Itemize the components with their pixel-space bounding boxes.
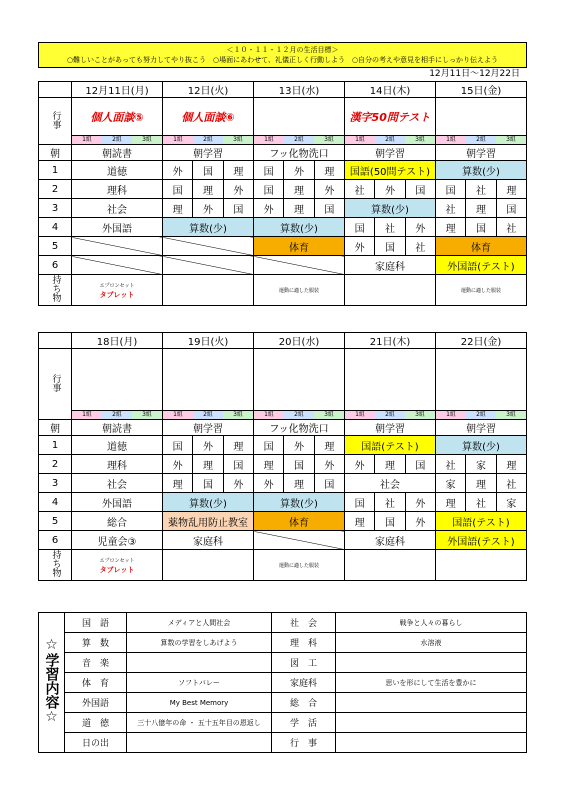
lesson-split: 国 社 外: [345, 493, 436, 512]
subject-content: 思いを形にして生活を豊かに: [336, 673, 527, 693]
subject-content: My Best Memory: [127, 693, 272, 713]
subject-content: [336, 713, 527, 733]
belongings-cell: [345, 275, 436, 306]
period-label: 1: [39, 436, 72, 455]
morning-activity: 朝学習: [163, 145, 254, 161]
date-range: 12月11日〜12月22日: [429, 69, 520, 79]
day-header: 18日(月): [72, 333, 163, 349]
morning-activity: 朝読書: [72, 420, 163, 436]
subject-content: [336, 693, 527, 713]
class-strip: 1組 2組 3組: [72, 136, 163, 145]
subject-content: [336, 733, 527, 753]
period-label: 1: [39, 161, 72, 180]
morning-activity: フッ化物洗口: [254, 420, 345, 436]
morning-activity: 朝学習: [436, 420, 527, 436]
subject-content: ソフトバレー: [127, 673, 272, 693]
period-label: 2: [39, 455, 72, 474]
lesson: 児童会③: [72, 531, 163, 550]
lesson: 理科: [72, 455, 163, 474]
lesson: 算数(少): [436, 436, 527, 455]
lesson-split: 理 社 家: [436, 493, 527, 512]
morning-activity: 朝学習: [163, 420, 254, 436]
class-strip: 1組 2組 3組: [254, 136, 345, 145]
subject-name: 総 合: [272, 693, 336, 713]
lesson: 社会: [72, 474, 163, 493]
belongings-cell: 運動に適した服装: [436, 275, 527, 306]
week1-timetable: [38, 81, 527, 306]
subject-name: 外国語: [65, 693, 127, 713]
lesson-split: 外 理 国: [163, 455, 254, 474]
learning-contents-heading: ☆学習内容☆: [43, 636, 60, 725]
period-label: 4: [39, 218, 72, 237]
lesson: 算数(少): [254, 493, 345, 512]
subject-content: メディアと人間社会: [127, 613, 272, 633]
learning-contents-table: [38, 612, 527, 753]
event-cell: 漢字50問テスト: [345, 98, 436, 136]
lesson: 理科: [72, 180, 163, 199]
subject-name: 音 楽: [65, 653, 127, 673]
lesson-split: 外 国 社: [345, 237, 436, 256]
day-header: 13日(水): [254, 82, 345, 98]
class-strip: 1組 2組 3組: [163, 136, 254, 145]
banner-title: ＜１０・１１・１２月の生活目標＞: [226, 46, 339, 54]
subject-name: 家庭科: [272, 673, 336, 693]
event-cell: [436, 98, 527, 136]
lesson-split: 理 国 外: [163, 474, 254, 493]
belongings-cell: [436, 550, 527, 581]
lesson: 薬物乱用防止教室: [163, 512, 254, 531]
belongings-cell: エプロンセット タブレット: [72, 550, 163, 581]
morning-label: 朝: [39, 145, 72, 161]
lesson-split: 社 外 国: [345, 180, 436, 199]
lesson: 国語(テスト): [345, 436, 436, 455]
lesson-split: 国 理 外: [163, 180, 254, 199]
no-class: [163, 237, 254, 256]
subject-content: [127, 733, 272, 753]
lesson: 社会: [345, 474, 436, 493]
day-header: 20日(水): [254, 333, 345, 349]
belongings-cell: [163, 275, 254, 306]
lesson: 外国語(テスト): [436, 531, 527, 550]
no-class: [254, 256, 345, 275]
lesson-split: 国 外 理: [254, 436, 345, 455]
lesson: 算数(少): [163, 218, 254, 237]
lesson-split: 国 外 理: [163, 436, 254, 455]
class-strip: 1組 2組 3組: [345, 411, 436, 420]
subject-name: 図 工: [272, 653, 336, 673]
event-label: 行事: [50, 373, 61, 392]
lesson: 外国語(テスト): [436, 256, 527, 275]
subject-name: 学 活: [272, 713, 336, 733]
event-cell: [345, 349, 436, 411]
event-cell: [254, 349, 345, 411]
class-strip: 1組 2組 3組: [72, 411, 163, 420]
morning-label: 朝: [39, 420, 72, 436]
subject-name: 国 語: [65, 613, 127, 633]
day-header: 21日(木): [345, 333, 436, 349]
subject-content: 水溶液: [336, 633, 527, 653]
lesson-split: 外 理 国: [345, 455, 436, 474]
subject-name: 日の出: [65, 733, 127, 753]
morning-activity: 朝学習: [436, 145, 527, 161]
period-label: 3: [39, 199, 72, 218]
belongings-label: 持ち物: [50, 550, 61, 577]
no-class: [254, 531, 345, 550]
lesson-split: 理 国 社: [436, 218, 527, 237]
morning-activity: 朝学習: [345, 420, 436, 436]
lesson-split: 外 国 理: [163, 161, 254, 180]
subject-content: 算数の学習をしあげよう: [127, 633, 272, 653]
subject-content: [336, 653, 527, 673]
period-label: 6: [39, 531, 72, 550]
lesson: 体育: [254, 237, 345, 256]
belongings-label: 持ち物: [50, 275, 61, 302]
day-header: 19日(火): [163, 333, 254, 349]
lesson-split: 社 家 理: [436, 455, 527, 474]
subject-name: 道 徳: [65, 713, 127, 733]
lesson: 道徳: [72, 161, 163, 180]
subject-name: 体 育: [65, 673, 127, 693]
lesson: 国語(テスト): [436, 512, 527, 531]
event-cell: [254, 98, 345, 136]
lesson: 体育: [254, 512, 345, 531]
event-cell: [72, 349, 163, 411]
belongings-cell: [345, 550, 436, 581]
lesson-split: 理 国 外: [254, 455, 345, 474]
morning-activity: フッ化物洗口: [254, 145, 345, 161]
lesson: 家庭科: [345, 531, 436, 550]
lesson-split: 国 社 理: [436, 180, 527, 199]
subject-content: 三十八億年の命 ・ 五十五年目の恩返し: [127, 713, 272, 733]
lesson: 家庭科: [163, 531, 254, 550]
belongings-cell: 運動に適した服装: [254, 275, 345, 306]
class-strip: 1組 2組 3組: [436, 136, 527, 145]
morning-activity: 朝読書: [72, 145, 163, 161]
lesson-split: 理 国 外: [345, 512, 436, 531]
period-label: 4: [39, 493, 72, 512]
day-header: 12日(火): [163, 82, 254, 98]
lesson: 家庭科: [345, 256, 436, 275]
subject-content: [127, 653, 272, 673]
morning-activity: 朝学習: [345, 145, 436, 161]
belongings-cell: 運動に適した服装: [254, 550, 345, 581]
subject-content: 戦争と人々の暮らし: [336, 613, 527, 633]
event-cell: [436, 349, 527, 411]
lesson-split: 国 社 外: [345, 218, 436, 237]
lesson: 体育: [436, 237, 527, 256]
lesson: 算数(少): [163, 493, 254, 512]
lesson: 算数(少): [254, 218, 345, 237]
subject-name: 社 会: [272, 613, 336, 633]
day-header: 12月11日(月): [72, 82, 163, 98]
lesson-split: 社 理 国: [436, 199, 527, 218]
day-header: 15日(金): [436, 82, 527, 98]
subject-name: 算 数: [65, 633, 127, 653]
day-header: 14日(木): [345, 82, 436, 98]
lesson-split: 外 理 国: [254, 199, 345, 218]
lesson: 算数(少): [436, 161, 527, 180]
class-strip: 1組 2組 3組: [436, 411, 527, 420]
period-label: 3: [39, 474, 72, 493]
no-class: [163, 256, 254, 275]
period-label: 2: [39, 180, 72, 199]
belongings-cell: [163, 550, 254, 581]
class-strip: 1組 2組 3組: [163, 411, 254, 420]
lesson-split: 国 理 外: [254, 180, 345, 199]
lesson-split: 外 理 国: [254, 474, 345, 493]
event-cell: 個人面談⑥: [163, 98, 254, 136]
life-goals-banner: [38, 42, 527, 68]
no-class: [72, 256, 163, 275]
period-label: 6: [39, 256, 72, 275]
subject-name: 行 事: [272, 733, 336, 753]
lesson-split: 理 外 国: [163, 199, 254, 218]
lesson-split: 国 外 理: [254, 161, 345, 180]
event-cell: 個人面談⑤: [72, 98, 163, 136]
week2-timetable: [38, 332, 527, 581]
lesson: 算数(少): [345, 199, 436, 218]
lesson: 国語(50問テスト): [345, 161, 436, 180]
class-strip: 1組 2組 3組: [345, 136, 436, 145]
belongings-cell: エプロンセット タブレット: [72, 275, 163, 306]
day-header: 22日(金): [436, 333, 527, 349]
class-strip: 1組 2組 3組: [254, 411, 345, 420]
no-class: [72, 237, 163, 256]
period-label: 5: [39, 237, 72, 256]
lesson: 道徳: [72, 436, 163, 455]
lesson: 外国語: [72, 493, 163, 512]
banner-goals: ○難しいことがあっても努力してやり抜こう ○場面にあわせて、礼儀正しく行動しよう ○自分の考えや意見を相手にしっかり伝えよう: [66, 56, 499, 64]
lesson: 総合: [72, 512, 163, 531]
lesson-split: 家 理 社: [436, 474, 527, 493]
lesson: 社会: [72, 199, 163, 218]
lesson: 外国語: [72, 218, 163, 237]
event-label: 行事: [50, 110, 61, 129]
event-cell: [163, 349, 254, 411]
period-label: 5: [39, 512, 72, 531]
subject-name: 理 科: [272, 633, 336, 653]
